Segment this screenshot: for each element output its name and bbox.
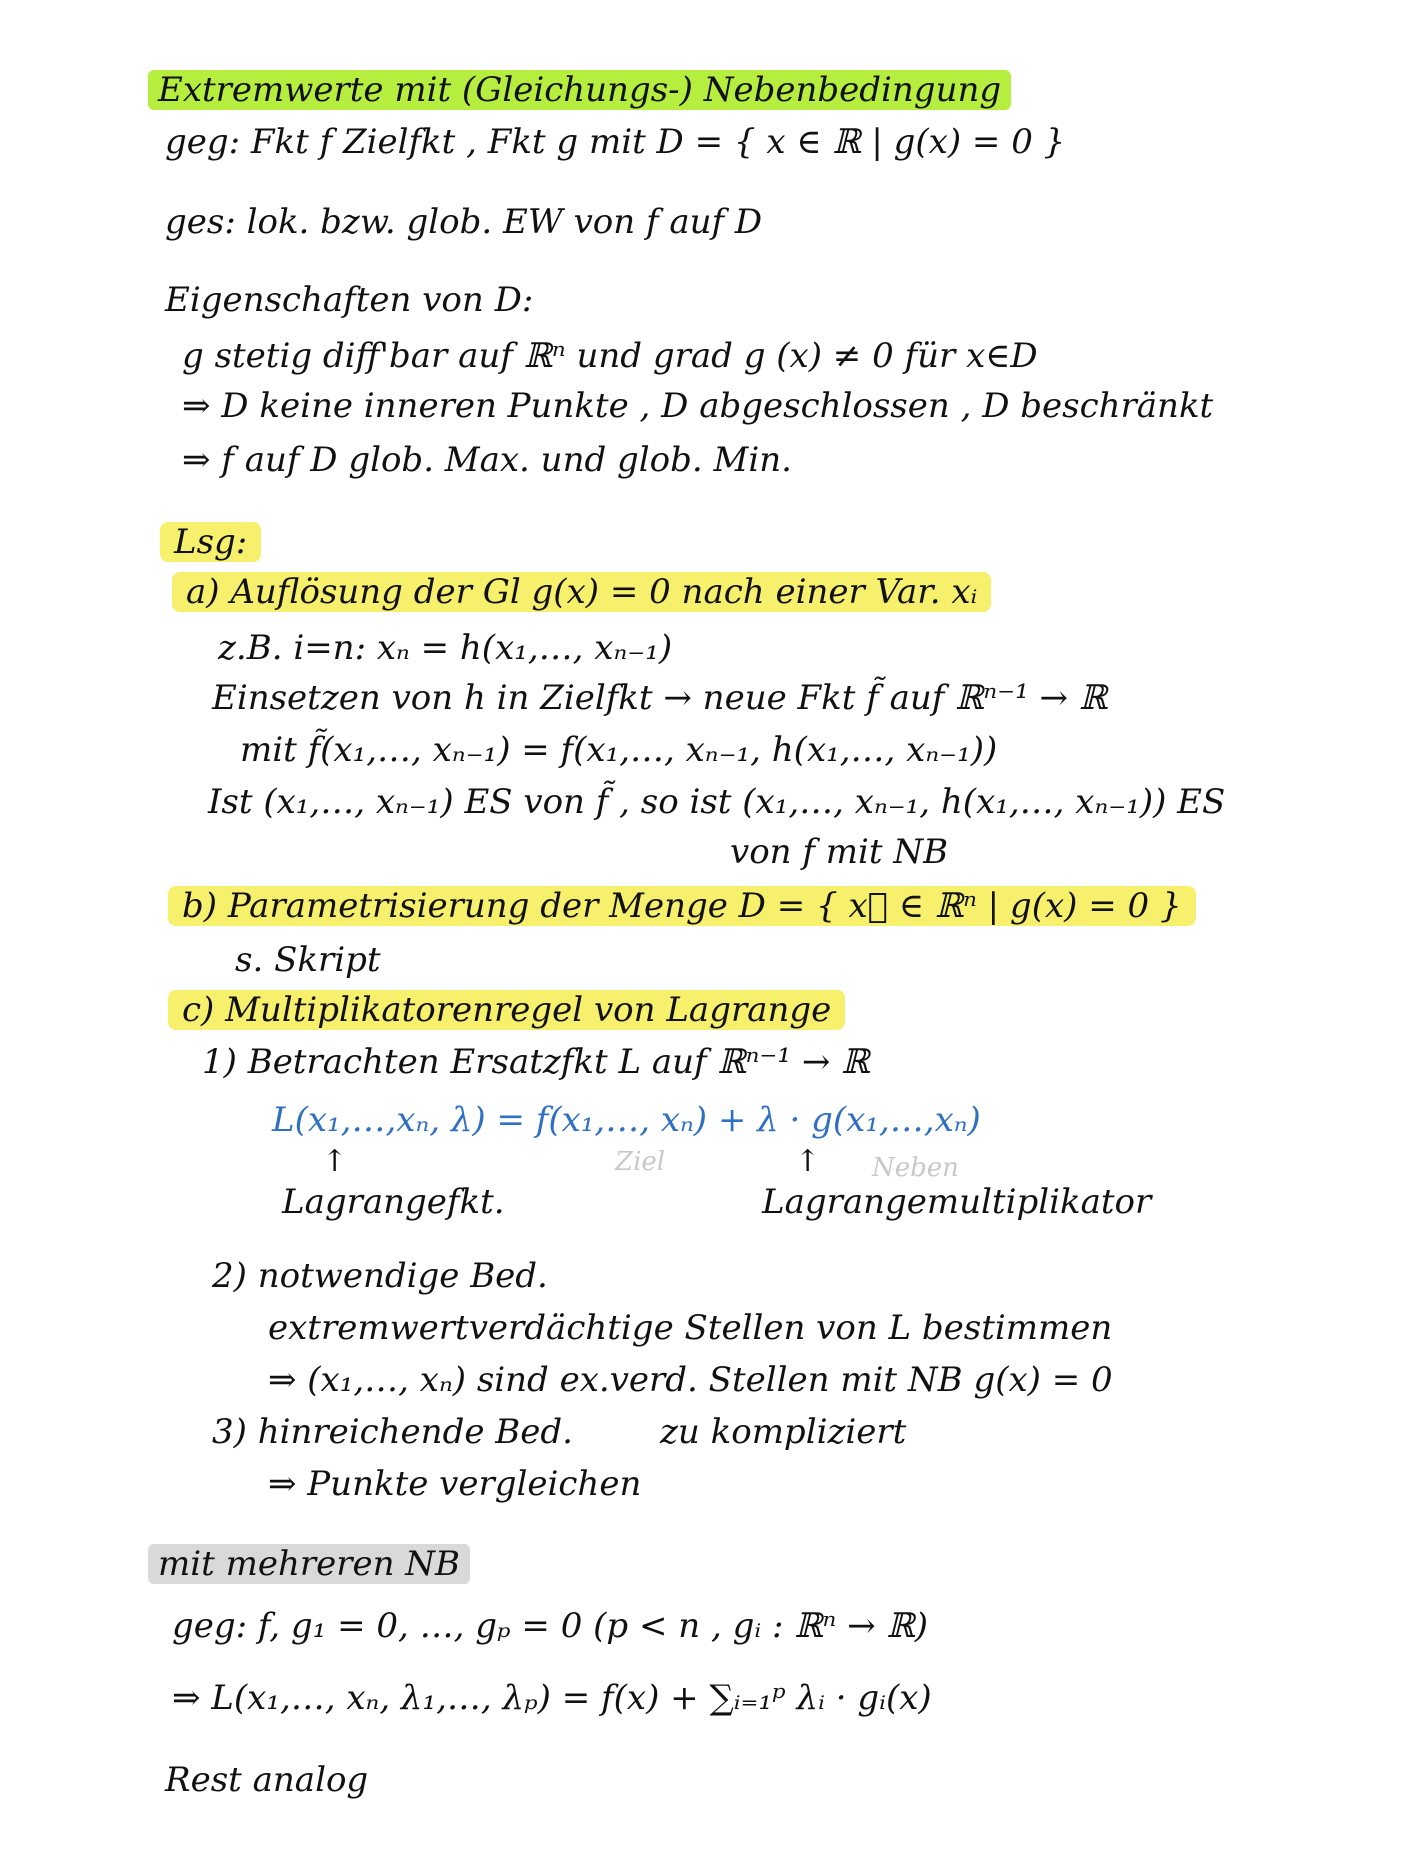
method-a-line-1: z.B. i=n: xₙ = h(x₁,…, xₙ₋₁)	[218, 628, 673, 668]
lagrange-formula: L(x₁,…,xₙ, λ) = f(x₁,…, xₙ) + λ · g(x₁,…,xₙ)	[272, 1100, 981, 1140]
method-c-step-2: 2) notwendige Bed.	[212, 1256, 548, 1296]
lagrangemultiplier-label: Lagrangemultiplikator	[762, 1182, 1152, 1222]
sought-line: ges: lok. bzw. glob. EW von f auf D	[165, 202, 763, 242]
method-a-line-5: von f mit NB	[730, 832, 949, 872]
lagrangefkt-label: Lagrangefkt.	[282, 1182, 505, 1222]
method-b-title	[168, 884, 1196, 928]
method-a-line-4: Ist (x₁,…, xₙ₋₁) ES von f̃ , so ist (x₁,…, xₙ₋₁, h(x₁,…, xₙ₋₁)) ES	[208, 782, 1226, 822]
solution-label	[160, 520, 261, 564]
method-a-title	[172, 570, 991, 614]
method-b-title-text: b) Parametrisierung der Menge D = { x⃗ ∈ ℝⁿ | g(x) = 0 }	[168, 886, 1196, 926]
method-c-step-3a: ⇒ Punkte vergleichen	[268, 1464, 642, 1504]
arrow-up-icon: ↑	[795, 1144, 821, 1179]
heading-text: Extremwerte mit (Gleichungs-) Nebenbedingung	[148, 70, 1011, 110]
heading	[148, 68, 1011, 112]
solution-label-text: Lsg:	[160, 522, 261, 562]
method-c-title	[168, 988, 845, 1032]
property-3: ⇒ f auf D glob. Max. und glob. Min.	[182, 440, 792, 480]
ziel-label: Ziel	[615, 1147, 666, 1177]
method-c-step-3-note: zu kompliziert	[660, 1412, 907, 1452]
multiple-constraints-heading	[148, 1542, 470, 1586]
method-b-line-1: s. Skript	[235, 940, 381, 980]
method-c-title-text: c) Multiplikatorenregel von Lagrange	[168, 990, 845, 1030]
arrow-up-icon: ↑	[322, 1144, 348, 1179]
multiple-given-line: geg: f, g₁ = 0, …, gₚ = 0 (p < n , gᵢ : ℝⁿ → ℝ)	[172, 1606, 928, 1646]
method-c-step-1: 1) Betrachten Ersatzfkt L auf ℝⁿ⁻¹ → ℝ	[202, 1042, 870, 1082]
multiple-lagrange-formula: ⇒ L(x₁,…, xₙ, λ₁,…, λₚ) = f(x) + ∑ᵢ₌₁ᵖ λᵢ · gᵢ(x)	[172, 1678, 932, 1718]
multiple-constraints-heading-text: mit mehreren NB	[148, 1544, 470, 1584]
method-c-step-3: 3) hinreichende Bed.	[212, 1412, 573, 1452]
neben-label: Neben	[872, 1153, 959, 1183]
method-a-line-3: mit f̃(x₁,…, xₙ₋₁) = f(x₁,…, xₙ₋₁, h(x₁,…, xₙ₋₁))	[240, 730, 998, 770]
property-2: ⇒ D keine inneren Punkte , D abgeschlossen , D beschränkt	[182, 386, 1214, 426]
properties-title: Eigenschaften von D:	[165, 280, 534, 320]
property-1: g stetig diff'bar auf ℝⁿ und grad g (x) ≠ 0 für x∈D	[182, 336, 1038, 376]
given-line: geg: Fkt f Zielfkt , Fkt g mit D = { x ∈ ℝ | g(x) = 0 }	[165, 122, 1066, 162]
rest-analog: Rest analog	[165, 1760, 369, 1800]
method-a-line-2: Einsetzen von h in Zielfkt → neue Fkt f̃ auf ℝⁿ⁻¹ → ℝ	[212, 678, 1108, 718]
method-a-title-text: a) Auflösung der Gl g(x) = 0 nach einer Var. xᵢ	[172, 572, 991, 612]
method-c-step-2b: ⇒ (x₁,…, xₙ) sind ex.verd. Stellen mit NB g(x) = 0	[268, 1360, 1113, 1400]
method-c-step-2a: extremwertverdächtige Stellen von L bestimmen	[268, 1308, 1113, 1348]
